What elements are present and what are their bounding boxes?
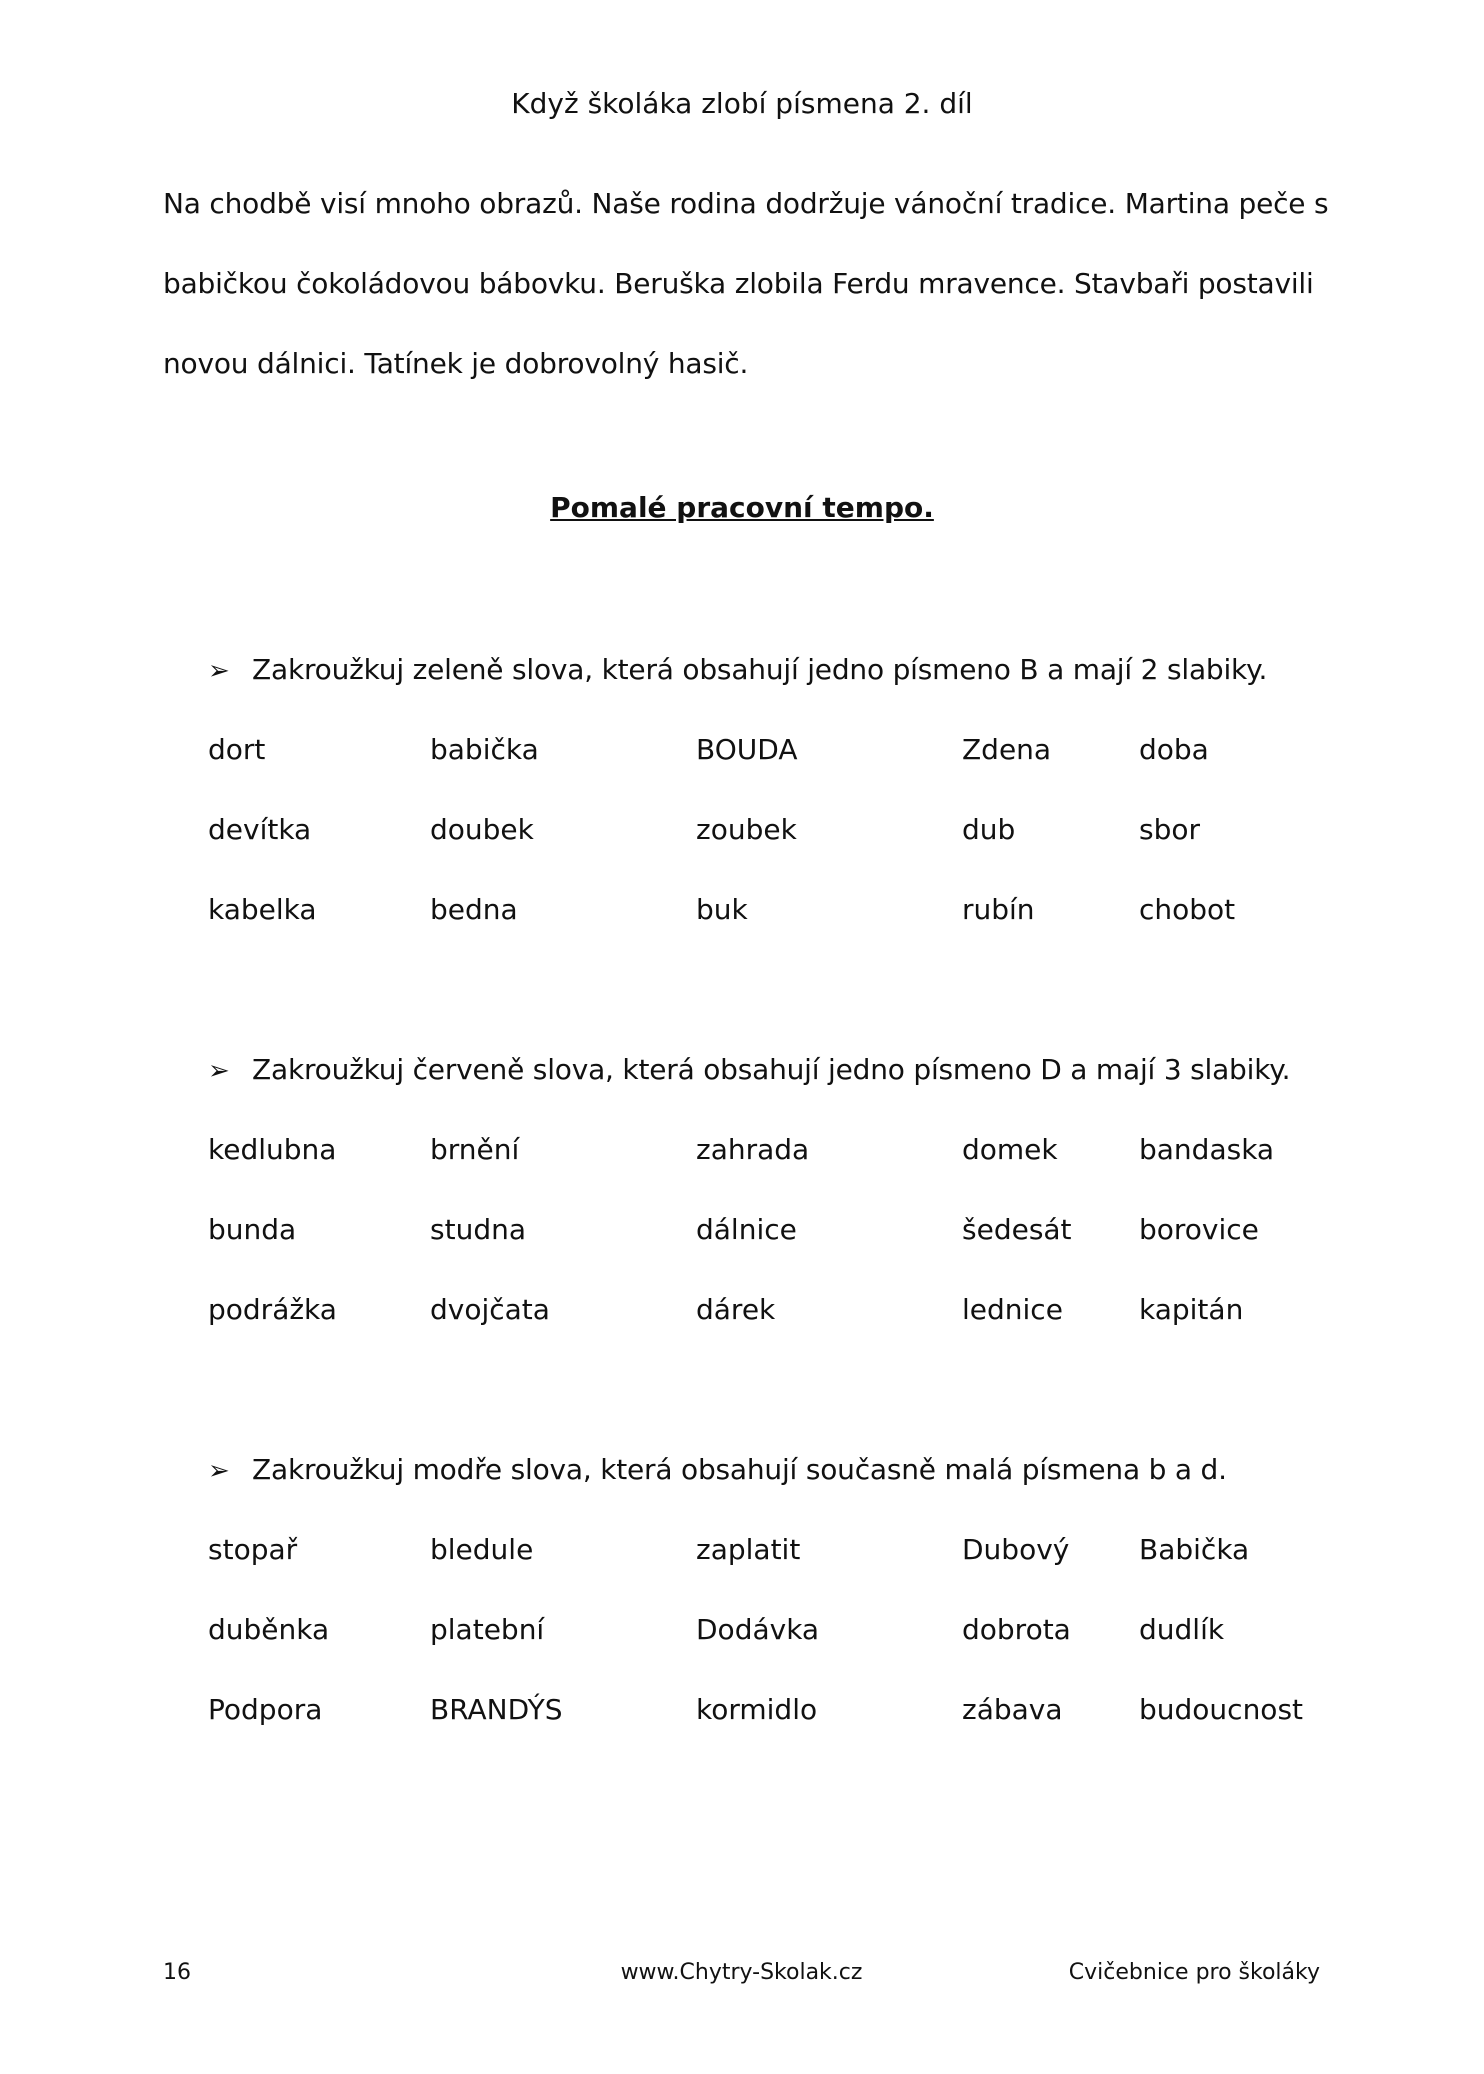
word[interactable]: babička — [430, 733, 539, 766]
word[interactable]: Babička — [1139, 1533, 1250, 1566]
word-row — [208, 1210, 1348, 1290]
word[interactable]: Zdena — [962, 733, 1052, 766]
arrow-bullet-icon: ➢ — [208, 1056, 230, 1086]
word[interactable]: devítka — [208, 813, 312, 846]
word[interactable]: lednice — [962, 1293, 1063, 1326]
word[interactable]: studna — [430, 1213, 526, 1246]
word-row — [208, 890, 1348, 970]
task-blue-b-d — [208, 1450, 1348, 1770]
word[interactable]: stopař — [208, 1533, 298, 1566]
word[interactable]: doba — [1139, 733, 1209, 766]
page-number: 16 — [163, 1960, 191, 1985]
word[interactable]: zahrada — [696, 1133, 810, 1166]
instruction-text: Zakroužkuj zeleně slova, která obsahují jedno písmeno B a mají 2 slabiky. — [252, 653, 1268, 686]
word[interactable]: platební — [430, 1613, 545, 1646]
word-row — [208, 1130, 1348, 1210]
word-row — [208, 1530, 1348, 1610]
word[interactable]: chobot — [1139, 893, 1236, 926]
word[interactable]: kabelka — [208, 893, 317, 926]
word[interactable]: borovice — [1139, 1213, 1259, 1246]
word[interactable]: sbor — [1139, 813, 1201, 846]
word[interactable]: BRANDÝS — [430, 1693, 563, 1726]
word[interactable]: kormidlo — [696, 1693, 818, 1726]
page-footer — [163, 1958, 1320, 1988]
task-instruction — [208, 1050, 1348, 1090]
section-heading: Pomalé pracovní tempo. — [550, 491, 934, 524]
word[interactable]: bandaska — [1139, 1133, 1275, 1166]
word[interactable]: dub — [962, 813, 1016, 846]
intro-paragraph: Na chodbě visí mnoho obrazů. Naše rodina dodržuje vánoční tradice. Martina peče s babičkou čokoládovou bábovku. Beruška zlobila Ferdu mravence. Stavbaři postavili novou dálnici. Tatínek je dobrovolný hasič. — [163, 187, 1329, 380]
arrow-bullet-icon: ➢ — [208, 1456, 230, 1486]
word[interactable]: buk — [696, 893, 748, 926]
word[interactable]: kedlubna — [208, 1133, 337, 1166]
word[interactable]: Dubový — [962, 1533, 1070, 1566]
instruction-text: Zakroužkuj modře slova, která obsahují současně malá písmena b a d. — [252, 1453, 1227, 1486]
word[interactable]: zoubek — [696, 813, 797, 846]
word[interactable]: Podpora — [208, 1693, 323, 1726]
word[interactable]: rubín — [962, 893, 1035, 926]
word-row — [208, 1610, 1348, 1690]
word[interactable]: dárek — [696, 1293, 776, 1326]
footer-website: www.Chytry-Skolak.cz — [620, 1960, 863, 1985]
word[interactable]: bedna — [430, 893, 518, 926]
word[interactable]: dálnice — [696, 1213, 797, 1246]
word[interactable]: zaplatit — [696, 1533, 801, 1566]
instruction-text: Zakroužkuj červeně slova, která obsahují jedno písmeno D a mají 3 slabiky. — [252, 1053, 1291, 1086]
word[interactable]: bunda — [208, 1213, 297, 1246]
task-instruction — [208, 650, 1348, 690]
word[interactable]: BOUDA — [696, 733, 798, 766]
word[interactable]: domek — [962, 1133, 1058, 1166]
word[interactable]: budoucnost — [1139, 1693, 1304, 1726]
arrow-bullet-icon: ➢ — [208, 656, 230, 686]
word[interactable]: dort — [208, 733, 266, 766]
task-instruction — [208, 1450, 1348, 1490]
word-row — [208, 810, 1348, 890]
word-row — [208, 1690, 1348, 1770]
word[interactable]: šedesát — [962, 1213, 1072, 1246]
word[interactable]: duběnka — [208, 1613, 330, 1646]
word[interactable]: dobrota — [962, 1613, 1071, 1646]
word[interactable]: kapitán — [1139, 1293, 1244, 1326]
task-red-d — [208, 1050, 1348, 1370]
word[interactable]: Dodávka — [696, 1613, 820, 1646]
word[interactable]: podrážka — [208, 1293, 337, 1326]
document-title: Když školáka zlobí písmena 2. díl — [511, 87, 973, 120]
footer-book-title: Cvičebnice pro školáky — [1068, 1960, 1320, 1985]
task-green-b — [208, 650, 1348, 970]
word[interactable]: doubek — [430, 813, 534, 846]
word[interactable]: zábava — [962, 1693, 1063, 1726]
word[interactable]: brnění — [430, 1133, 520, 1166]
word-row — [208, 1290, 1348, 1370]
word[interactable]: bledule — [430, 1533, 534, 1566]
word[interactable]: dvojčata — [430, 1293, 550, 1326]
word-row — [208, 730, 1348, 810]
word[interactable]: dudlík — [1139, 1613, 1225, 1646]
